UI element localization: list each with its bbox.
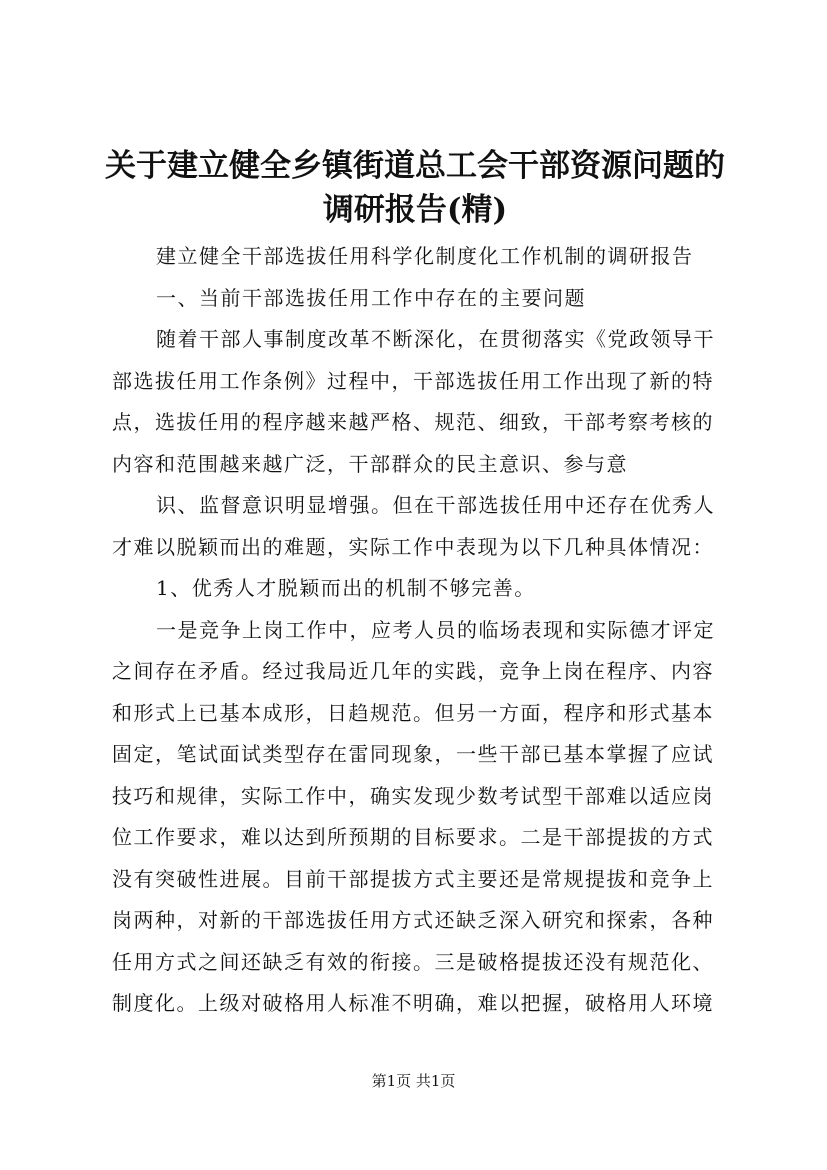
paragraph-line: 和形式上已基本成形，日趋规范。但另一方面，程序和形式基本 (112, 700, 714, 725)
paragraph-line: 岗两种，对新的干部选拔任用方式还缺乏深入研究和探索，各种 (112, 908, 714, 932)
paragraph-line: 才难以脱颖而出的难题，实际工作中表现为以下几种具体情况： (112, 534, 714, 559)
paragraph-line: 之间存在矛盾。经过我局近几年的实践，竞争上岗在程序、内容 (112, 659, 714, 683)
paragraph-line: 任用方式之间还缺乏有效的衔接。三是破格提拔还没有规范化、 (112, 949, 714, 974)
paragraph-line: 没有突破性进展。目前干部提拔方式主要还是常规提拔和竞争上 (112, 866, 714, 891)
paragraph-line: 位工作要求，难以达到所预期的目标要求。二是干部提拔的方式 (112, 825, 714, 849)
paragraph-line: 识、监督意识明显增强。但在干部选拔任用中还存在优秀人 (156, 493, 715, 517)
paragraph-line: 技巧和规律，实际工作中，确实发现少数考试型干部难以适应岗 (112, 783, 714, 808)
page-number-footer: 第1页 共1页 (371, 1072, 456, 1090)
paragraph-line: 部选拔任用工作条例》过程中，干部选拔任用工作出现了新的特 (112, 368, 714, 393)
subsection-heading: 1、优秀人才脱颖而出的机制不够完善。 (156, 576, 536, 600)
paragraph-line: 点，选拔任用的程序越来越严格、规范、细致，干部考察考核的 (112, 410, 714, 434)
report-subtitle: 建立健全干部选拔任用科学化制度化工作机制的调研报告 (156, 244, 694, 268)
paragraph-line: 内容和范围越来越广泛，干部群众的民主意识、参与意 (112, 451, 628, 476)
paragraph-line: 一是竞争上岗工作中，应考人员的临场表现和实际德才评定 (156, 617, 715, 642)
paragraph-line: 随着干部人事制度改革不断深化，在贯彻落实《党政领导干 (156, 327, 715, 351)
document-title-line-1: 关于建立健全乡镇街道总工会干部资源问题的 (105, 148, 725, 184)
paragraph-line: 制度化。上级对破格用人标准不明确，难以把握，破格用人环境 (112, 991, 714, 1015)
document-title-line-2: 调研报告(精) (322, 192, 508, 228)
section-heading: 一、当前干部选拔任用工作中存在的主要问题 (156, 285, 586, 310)
document-body (112, 236, 724, 1025)
paragraph-line: 固定，笔试面试类型存在雷同现象，一些干部已基本掌握了应试 (112, 742, 714, 766)
